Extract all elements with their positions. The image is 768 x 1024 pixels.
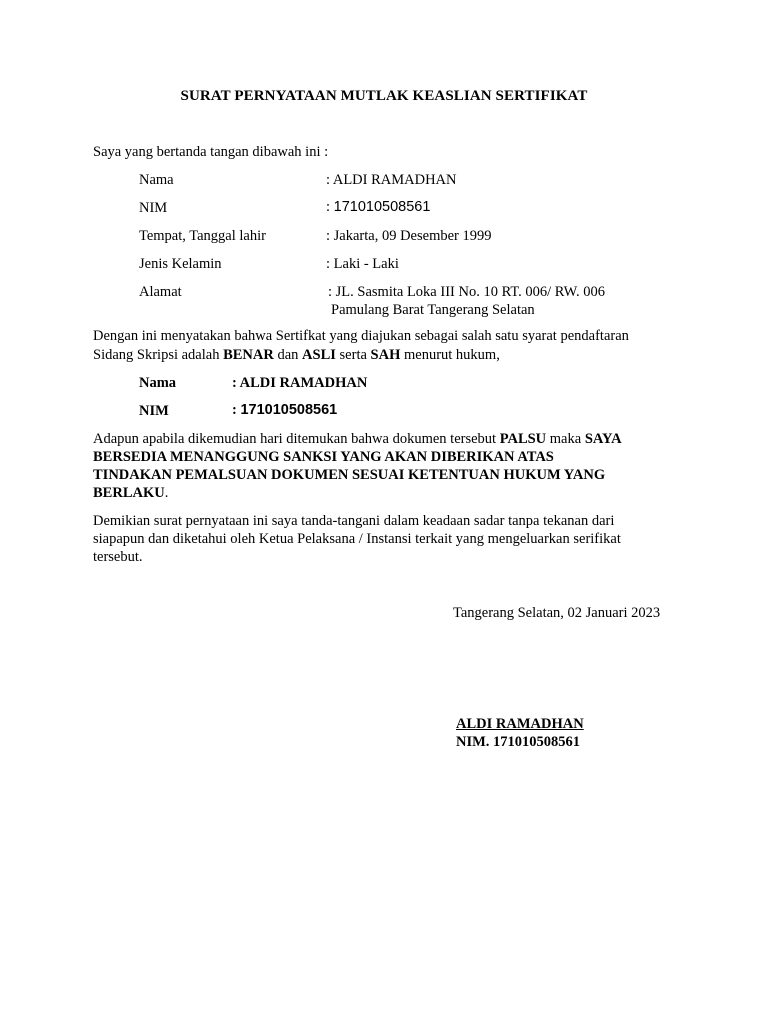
repeat-name-label: Nama	[139, 375, 177, 391]
statement-line-1: Dengan ini menyatakan bahwa Sertifkat yang diajukan sebagai salah satu syarat pendaftaran	[93, 328, 629, 344]
address-label: Alamat	[139, 284, 182, 300]
signature-nim: NIM. 171010508561	[456, 734, 581, 750]
statement-text: Sidang Skripsi adalah	[93, 347, 224, 363]
nim-label: NIM	[139, 200, 168, 216]
benar-word: BENAR	[223, 347, 274, 363]
address-line-1: : JL. Sasmita Loka III No. 10 RT. 006/ RW. 006	[328, 284, 606, 300]
nim-colon: :	[326, 199, 334, 215]
document-title: SURAT PERNYATAAN MUTLAK KEASLIAN SERTIFIKAT	[180, 88, 588, 104]
warning-text: Adapun apabila dikemudian hari ditemukan bahwa dokumen tersebut	[93, 431, 500, 447]
warning-line-1	[93, 431, 622, 448]
warning-line-2: BERSEDIA MENANGGUNG SANKSI YANG AKAN DIBERIKAN ATAS	[93, 449, 554, 465]
closing-line-1: Demikian surat pernyataan ini saya tanda-tangani dalam keadaan sadar tanpa tekanan dari	[93, 513, 615, 529]
saya-word: SAYA	[584, 431, 622, 447]
intro-text: Saya yang bertanda tangan dibawah ini :	[93, 144, 329, 160]
closing-line-3: tersebut.	[93, 549, 143, 565]
warning-line-4	[93, 485, 168, 502]
statement-text: menurut hukum,	[400, 347, 500, 363]
nim-value	[326, 199, 430, 216]
sah-word: SAH	[370, 347, 401, 363]
repeat-nim-value	[232, 402, 337, 419]
name-label: Nama	[139, 172, 174, 188]
name-value: : ALDI RAMADHAN	[326, 172, 457, 188]
repeat-nim-number: 171010508561	[240, 402, 338, 418]
palsu-word: PALSU	[499, 431, 547, 447]
nim-number: 171010508561	[333, 199, 431, 215]
statement-line-2	[93, 347, 500, 364]
gender-label: Jenis Kelamin	[139, 256, 222, 272]
closing-line-2: siapapun dan diketahui oleh Ketua Pelaksana / Instansi terkait yang mengeluarkan serifikat	[93, 531, 621, 547]
address-line-2: Pamulang Barat Tangerang Selatan	[331, 302, 535, 318]
asli-word: ASLI	[302, 347, 336, 363]
warning-line-3: TINDAKAN PEMALSUAN DOKUMEN SESUAI KETENTUAN HUKUM YANG	[93, 467, 606, 483]
repeat-nim-colon: :	[232, 402, 241, 418]
statement-text: dan	[273, 347, 303, 363]
berlaku-word: BERLAKU	[93, 485, 165, 501]
gender-value: : Laki - Laki	[326, 256, 399, 272]
warning-text: .	[164, 485, 169, 501]
warning-text: maka	[546, 431, 585, 447]
place-date: Tangerang Selatan, 02 Januari 2023	[453, 605, 661, 621]
repeat-name-value: : ALDI RAMADHAN	[232, 375, 368, 391]
signature-name: ALDI RAMADHAN	[456, 716, 584, 732]
birth-value: : Jakarta, 09 Desember 1999	[326, 228, 492, 244]
repeat-nim-label: NIM	[139, 403, 169, 419]
birth-label: Tempat, Tanggal lahir	[139, 228, 266, 244]
statement-text: serta	[335, 347, 371, 363]
